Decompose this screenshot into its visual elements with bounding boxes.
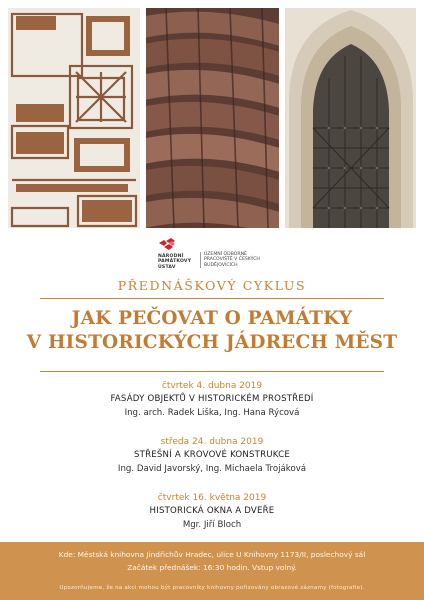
logo-divider [200,252,201,268]
logo-desc-line: PRACOVIŠTĚ V ČESKÝCH [204,257,260,263]
lecture-title: HISTORICKÁ OKNA A DVEŘE [149,506,275,516]
main-title [0,307,424,355]
lecture-speakers: Ing. David Javorský, Ing. Michaela Trojáková [117,464,307,474]
main-title-line2: V HISTORICKÝCH JÁDRECH MĚST [26,332,398,353]
footer-band [0,542,424,600]
facade-ornament-photo [8,8,140,228]
logo-name-line: ÚSTAV [158,264,176,270]
series-heading: PŘEDNÁŠKOVÝ CYKLUS [117,278,307,293]
lecture-item [0,436,424,476]
logo-description [204,252,276,268]
facade-ornament-illustration [8,8,140,228]
lecture-title: STŘEŠNÍ A KROVOVÉ KONSTRUKCE [134,450,290,460]
logo-name [158,254,198,270]
header-photo-strip [8,8,416,228]
lecture-title: FASÁDY OBJEKTŮ V HISTORICKÉM PROSTŘEDÍ [110,394,314,404]
photo-notice-text: Upozorňujeme, že na akci mohou být pracovníky knihovny pořizovány obrazové záznamy (fotografie). [59,585,365,591]
divider-top [40,298,384,299]
logo-name-line: NÁRODNÍ [158,254,184,259]
venue-text: Kde: Městská knihovna Jindřichův Hradec, ulice U Knihovny 1173/II, poslechový sál [58,550,366,559]
npu-logo-mark-icon [158,238,176,252]
lecture-date: čtvrtek 4. dubna 2019 [161,381,263,391]
logo-name-line: PAMÁTKOVÝ [158,259,192,265]
main-title-line1: JAK PEČOVAT O PAMÁTKY [71,308,353,329]
lecture-item [0,380,424,420]
lecture-date: čtvrtek 16. května 2019 [157,493,267,503]
logo-desc-line: BUDĚJOVICÍCH [204,262,238,268]
roof-tiles-photo [146,8,279,228]
roof-tiles-illustration [146,8,279,228]
divider-bottom [40,371,384,372]
start-time-text: Začátek přednášek: 16:30 hodin. Vstup volný. [127,563,297,572]
gothic-portal-photo [285,8,416,228]
lecture-date: středa 24. dubna 2019 [160,437,264,447]
logo-desc-line: ÚZEMNÍ ODBORNÉ [204,252,247,257]
lecture-item [0,492,424,532]
lecture-speakers: Ing. arch. Radek Liška, Ing. Hana Rýcová [124,408,300,418]
lecture-speakers: Mgr. Jiří Bloch [182,520,242,530]
npu-logo [158,238,278,272]
gothic-portal-illustration [285,8,416,228]
